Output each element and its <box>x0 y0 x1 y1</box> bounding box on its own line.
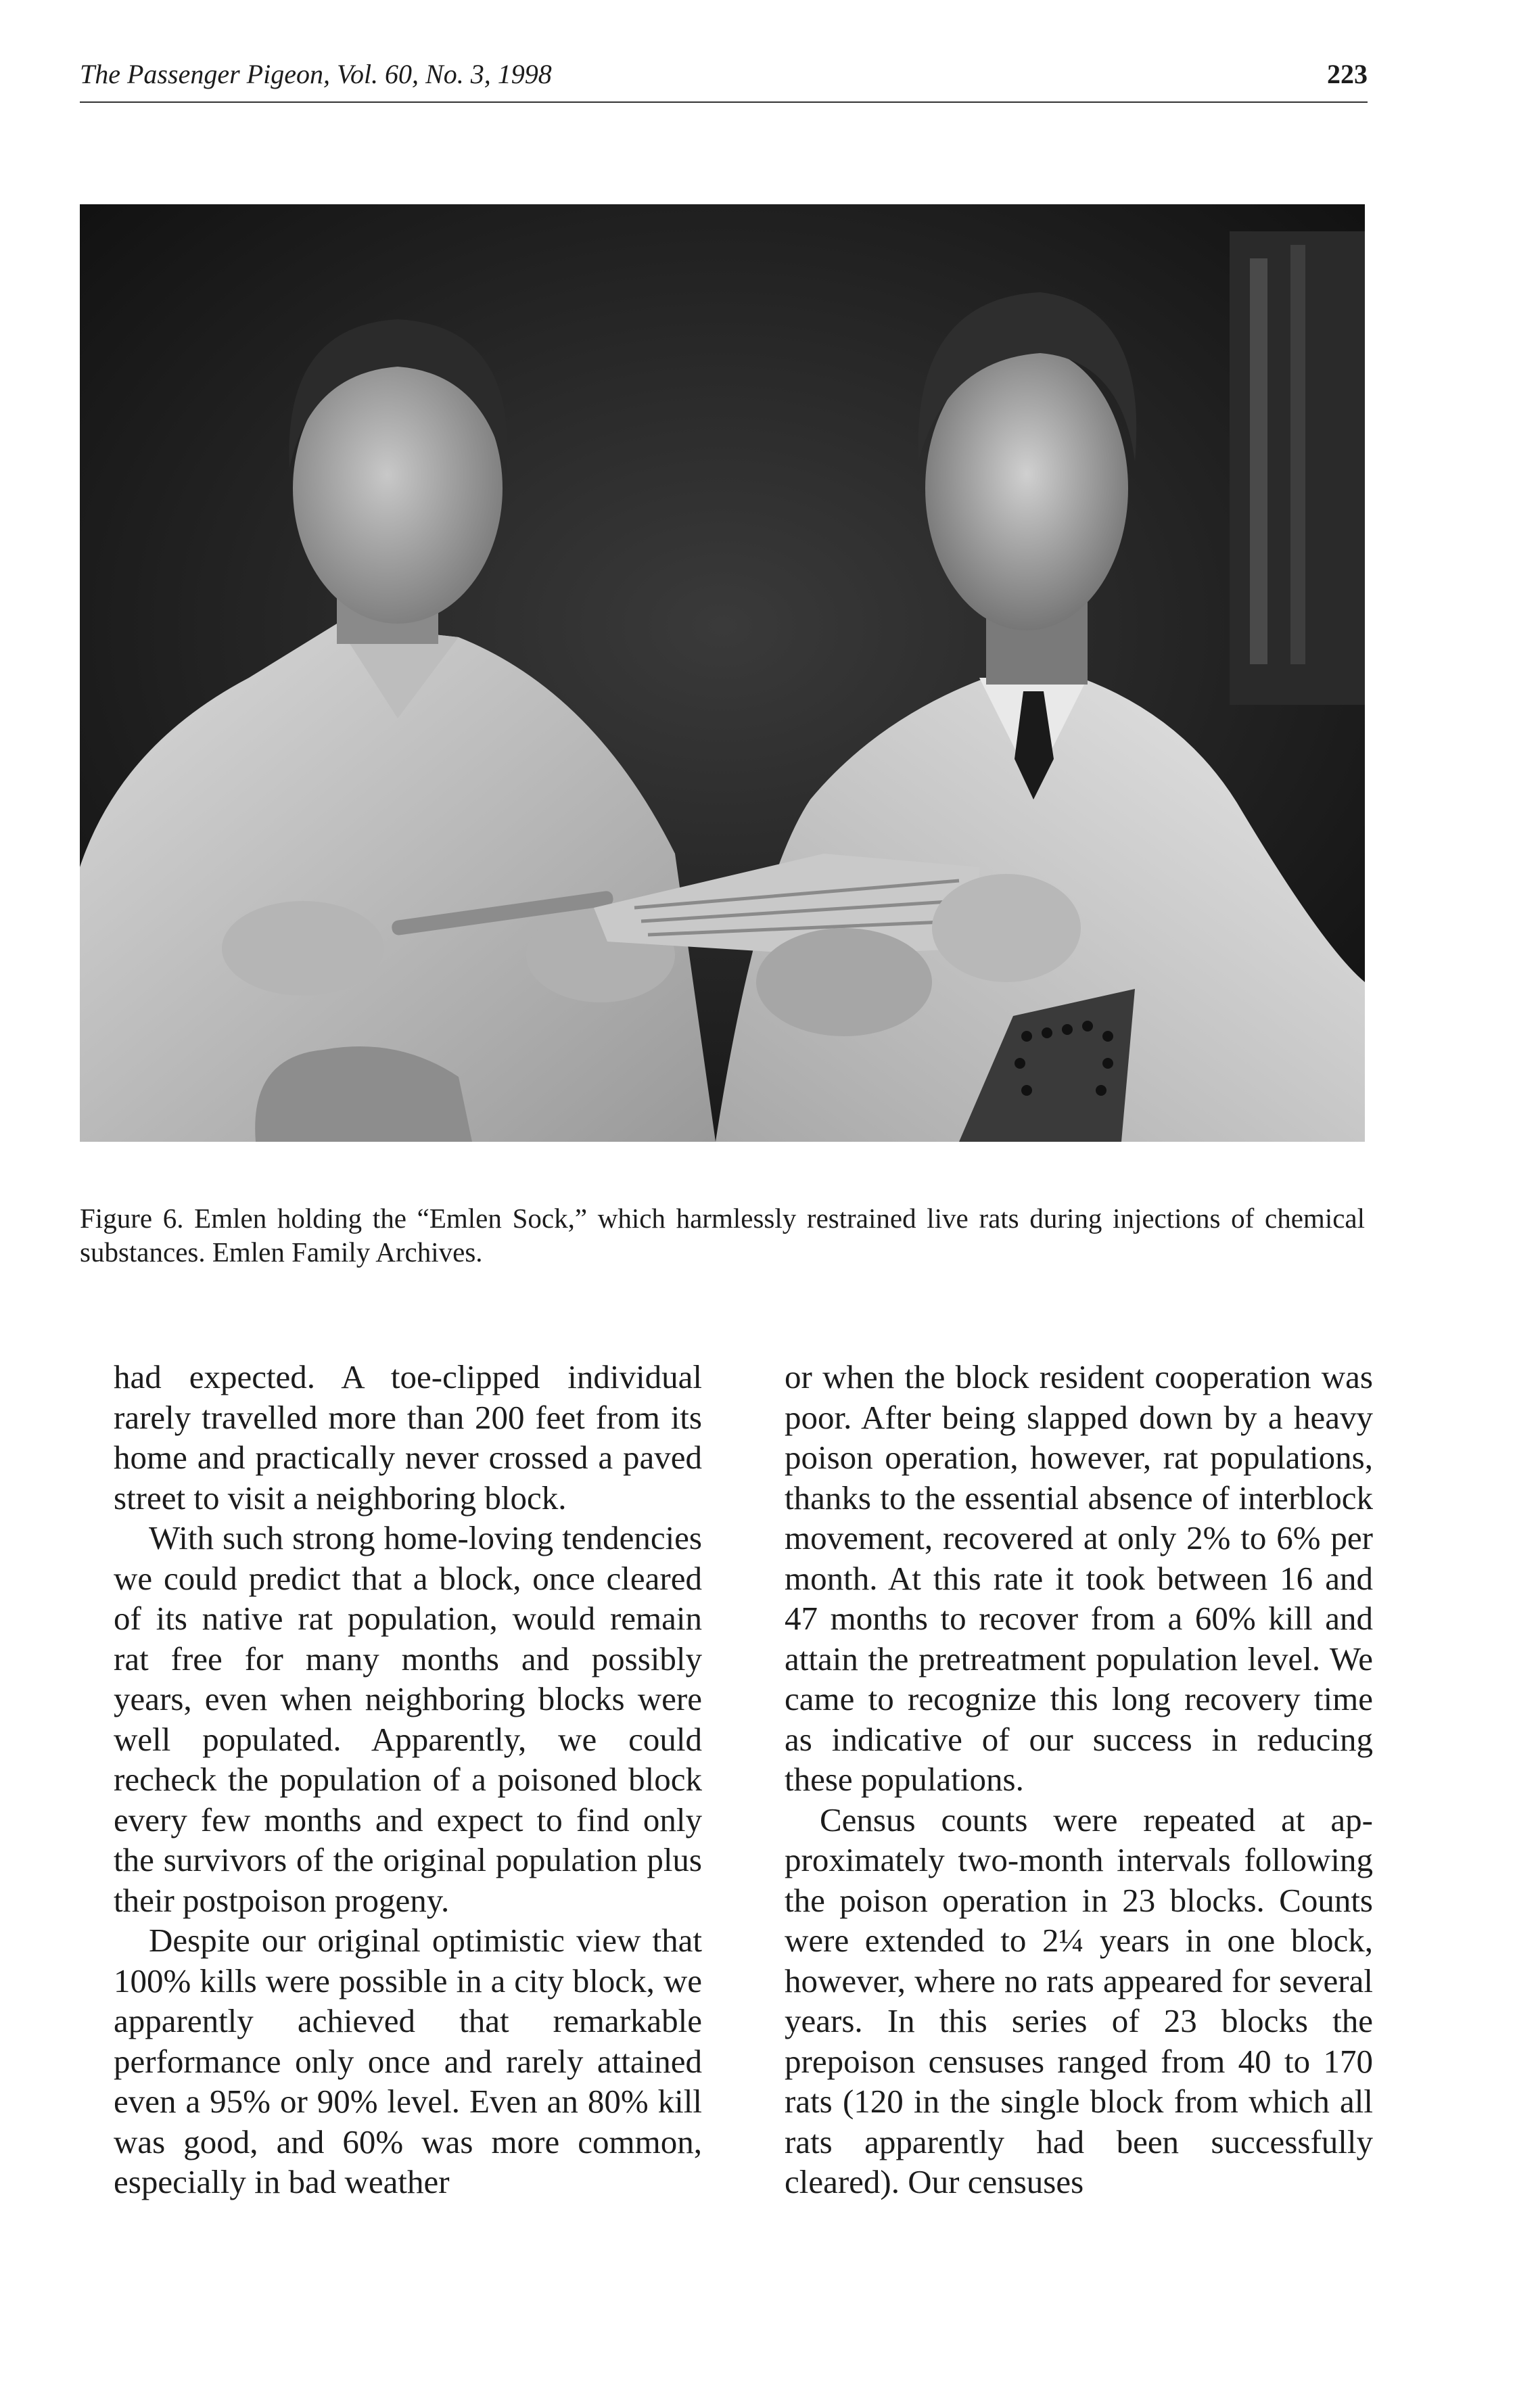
page-number: 223 <box>1327 59 1368 89</box>
body-column-left <box>114 1357 702 2202</box>
paragraph: or when the block resident cooperation was poor. After being slapped down by a heavy poison operation, however, rat populations, thanks to the essential absence of interblock movement, recovered at only 2% to 6% per month. At this rate it took between 16 and 47 months to recover from a 60% kill and attain the pretreatment population level. We came to recognize this long recovery time as indicative of our success in reducing these populations. <box>785 1358 1373 1798</box>
photo-illustration <box>80 204 1365 1142</box>
figure-photo <box>80 204 1365 1142</box>
journal-citation: The Passenger Pigeon, Vol. 60, No. 3, 1998 <box>80 59 552 89</box>
woman-hand <box>222 901 384 996</box>
figure-caption: Figure 6. Emlen holding the “Emlen Sock,” which harmlessly restrained live rats during injections of chemical substances. Emlen Family Archives. <box>80 1203 1365 1268</box>
paragraph: Despite our original optimistic view that 100% kills were possible in a city block, we apparently achieved that remarkable performance only once and rarely attained even a 95% or 90% level. Even an 80% kill was good, and 60% was more common, especially in bad weather <box>114 1922 702 2200</box>
running-head <box>80 53 1368 100</box>
body-column-right <box>785 1357 1373 2202</box>
man-hand <box>756 928 932 1036</box>
paragraph: With such strong home-loving tendencies we could predict that a block, once cleared of its native rat population, would remain rat free for many months and possibly years, even when neighboring blocks were well populated. Apparently, we could recheck the population of a poisoned block every few months and expect to find only the survivors of the original population plus their postpoison progeny. <box>114 1519 702 1919</box>
header-rule <box>80 101 1368 103</box>
paragraph: had expected. A toe-clipped individual rarely travelled more than 200 feet from its home and practically never crossed a paved street to visit a neighboring block. <box>114 1358 702 1516</box>
paragraph: Census counts were repeated at approximately two-month intervals following the poison operation in 23 blocks. Counts were extended to 2¼ years in one block, however, where no rats appeared for several years. In this series of 23 blocks the prepoison censuses ranged from 40 to 170 rats (120 in the single block from which all rats apparently had been successfully cleared). Our censuses <box>785 1801 1373 2200</box>
